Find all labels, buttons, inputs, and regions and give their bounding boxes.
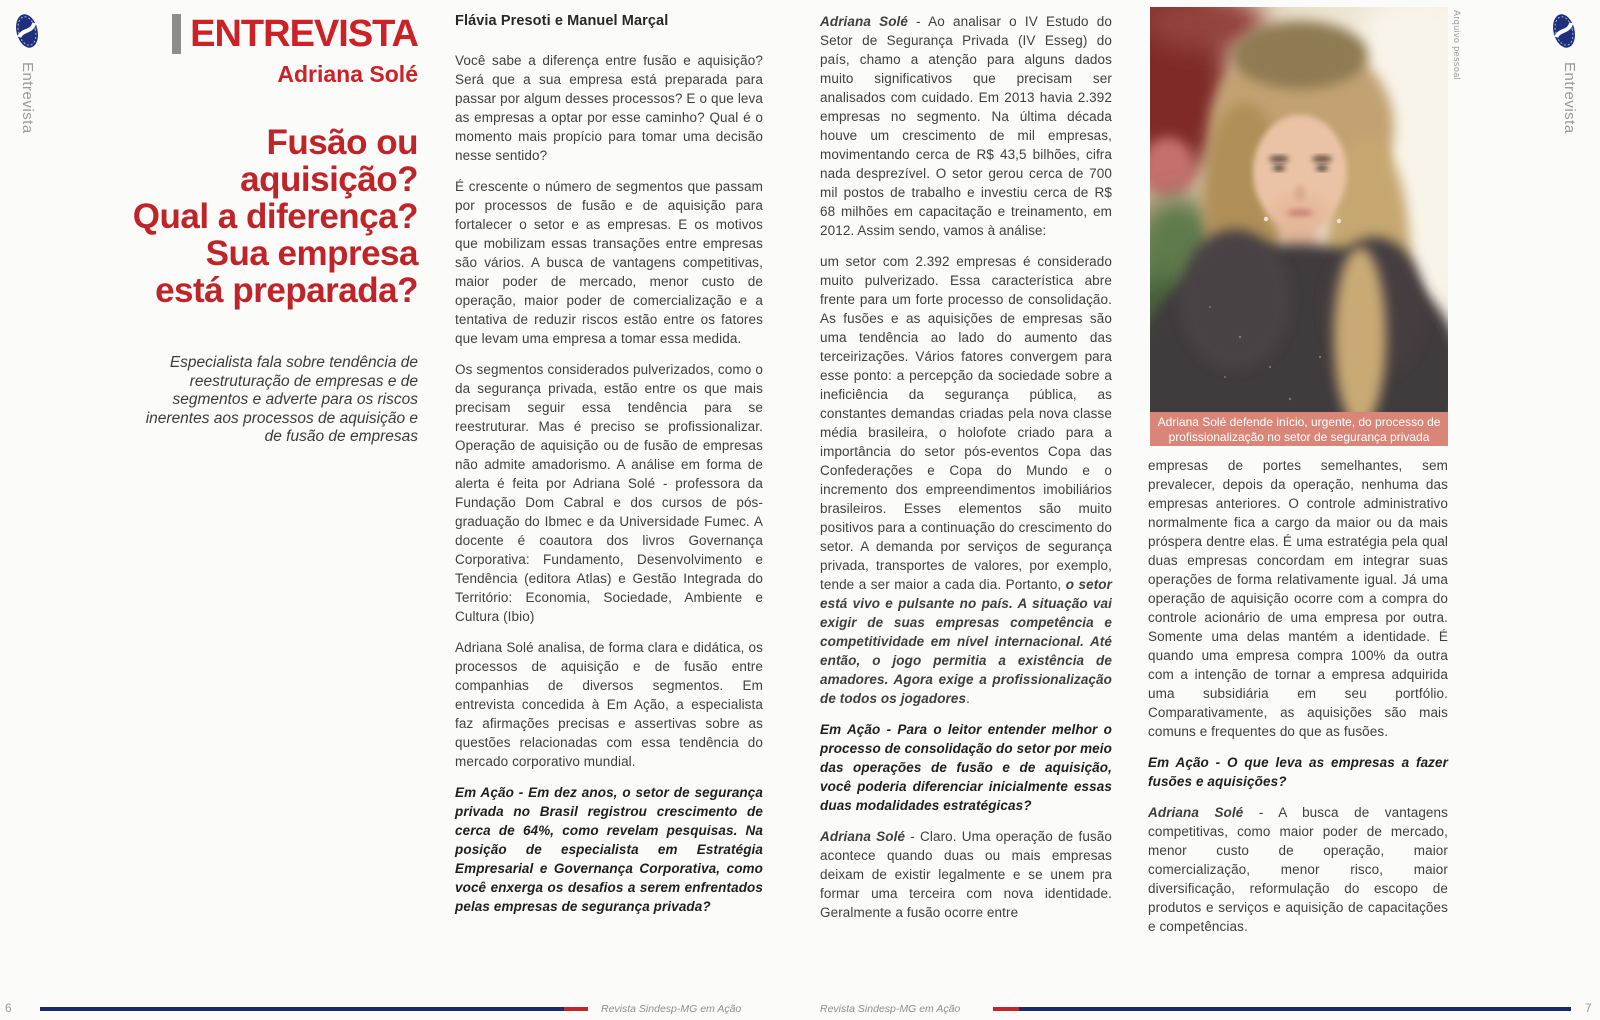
paragraph <box>820 827 1112 922</box>
paragraph <box>820 252 1112 708</box>
article-title-line: está preparada? <box>155 271 418 310</box>
text-segment: Em Ação - O que leva as empresas a fazer fusões e aquisições? <box>1148 755 1448 789</box>
article-title-line: Qual a diferença? <box>132 197 418 236</box>
sidebar-section-label: Entrevista <box>19 62 36 134</box>
photo-credit: Arquivo pessoal <box>1452 10 1462 81</box>
article-title-line: Fusão ou <box>266 123 418 162</box>
footer-rule-right <box>993 1007 1571 1011</box>
page-number-left: 6 <box>5 1001 12 1015</box>
portrait-photo-art <box>1150 7 1448 412</box>
section-header-bar <box>172 14 181 54</box>
text-segment: É crescente o número de segmentos que passam por processos de fusão e de aquisição para fortalecer o setor e as empresas. E os motivos que mobilizam essas transações entre empresas são vários. A busca de vantagens competitivas, maior poder de mercado, menor custo de operação, maior poder de comercialização e a tentativa de reduzir riscos estão entre os fatores que levam uma empresa a tomar essa medida. <box>455 179 763 346</box>
text-segment: Adriana Solé <box>1148 805 1244 820</box>
text-segment: Em Ação - Para o leitor entender melhor o processo de consolidação do setor por meio das operações de fusão e de aquisição, você poderia diferenciar inicialmente essas duas modalidades estratégicas? <box>820 722 1112 813</box>
text-segment: Você sabe a diferença entre fusão e aquisição? Será que a sua empresa está preparada para passar por algum desses processos? E o que leva as empresas a optar por esse caminho? Qual é o momento mais propício para tomar uma decisão nesse sentido? <box>455 53 763 163</box>
article-column-3 <box>1148 456 1448 948</box>
text-segment: um setor com 2.392 empresas é considerado muito pulverizado. Essa característica abre frente para um forte processo de consolidação. As fusões e as aquisições de empresas são uma tendência ao lado do aumento das terceirizações. Vários fatores convergem para esse ponto: a percepção da sociedade sobre a ineficiência da segurança pública, as constantes demandas criadas pela nova classe média brasileira, o holofote criado para a importância do setor pós-eventos Copa das Confederações e Copa do Mundo e o incremento dos empreendimentos imobiliários brasileiros. Esses elementos são muito positivos para a continuação do crescimento do setor. A demanda por serviços de segurança privada, transportes de valores, por exemplo, tende a ser maior a cada dia. Portanto, <box>820 254 1112 592</box>
text-segment: - A busca de vantagens competitivas, como maior poder de mercado, menor custo de operação, maior comercialização, menor risco, maior diversificação, reformulação do escopo de produtos e serviços e aquisição de capacitações e competências. <box>1148 805 1448 934</box>
paragraph <box>455 177 763 348</box>
photo-caption-line: Adriana Solé defende início, urgente, do processo de <box>1157 415 1441 429</box>
paragraph <box>455 51 763 165</box>
article-title-line: aquisição? <box>240 160 418 199</box>
standfirst-line: reestruturação de empresas e de <box>189 372 418 390</box>
footer-rule-left <box>40 1007 588 1011</box>
question-paragraph <box>1148 753 1448 791</box>
text-segment: o setor está vivo e pulsante no país. A situação vai exigir de suas empresas competência e competitividade em nível internacional. Até então, o jogo permitia a existência de amadores. Agora exige a profissionalização de todos os jogadores <box>820 577 1112 706</box>
byline <box>455 12 763 31</box>
photo-caption <box>1150 412 1448 446</box>
text-segment: empresas de portes semelhantes, sem prevalecer, depois da operação, nenhuma das empresas anteriores. O controle administrativo normalmente fica a cargo da maior ou da mais próspera dentre elas. É uma estratégia pela qual duas empresas concordam em integrar suas operações de forma relativamente igual. Já uma operação de aquisição ocorre com a compra do controle acionário de uma empresa por outra. Somente uma delas mantém a identidade. É quando uma empresa compra 100% da outra com a intenção de tornar a empresa adquirida uma subsidiária em seu portfólio. Comparativamente, as aquisições são mais comuns e frequentes do que as fusões. <box>1148 458 1448 739</box>
photo-caption-line: profissionalização no setor de segurança privada <box>1168 429 1430 444</box>
article-standfirst <box>58 354 418 447</box>
question-paragraph <box>820 720 1112 815</box>
magazine-logo <box>1552 12 1576 55</box>
paragraph <box>820 12 1112 240</box>
article-title <box>0 124 418 309</box>
text-segment: Flávia Presoti e Manuel Marçal <box>455 13 669 29</box>
text-segment: . <box>966 691 970 706</box>
article-column-1 <box>455 12 763 928</box>
standfirst-line: Especialista fala sobre tendência de <box>169 354 418 371</box>
paragraph <box>455 638 763 771</box>
article-column-2 <box>820 12 1112 934</box>
magazine-name-right: Revista Sindesp-MG em Ação <box>820 1003 961 1015</box>
portrait-photo <box>1150 7 1448 412</box>
standfirst-line: de fusão de empresas <box>264 428 418 445</box>
text-segment: Adriana Solé analisa, de forma clara e didática, os processos de aquisição e de fusão entre companhias de diversos segmentos. Em entrevista concedida à Em Ação, a especialista faz afirmações precisas e assertivas sobre as questões relacionadas com essa tendência do mercado corporativo mundial. <box>455 640 763 769</box>
paragraph <box>455 360 763 626</box>
sidebar-section-label: Entrevista <box>1561 62 1578 134</box>
text-segment: - Claro. Uma operação de fusão acontece quando duas ou mais empresas deixam de existir legalmente e se unem pra formar uma terceira com nova identidade. Geralmente a fusão ocorre entre <box>820 829 1112 920</box>
text-segment: Adriana Solé <box>820 829 906 844</box>
paragraph <box>1148 803 1448 936</box>
page-number-right: 7 <box>1585 1001 1592 1015</box>
text-segment: Os segmentos considerados pulverizados, como o da segurança privada, estão entre os que mais precisam seguir essa tendência para se reestruturar. Mas é preciso se profissionalizar. Operação de aquisição ou de fusão de empresas não admite amadorismo. A análise em forma de alerta é feita por Adriana Solé - professora da Fundação Dom Cabral e dos cursos de pós-graduação do Ibmec e da Universidade Fumec. A docente é coautora dos livros Governança Corporativa: Fundamento, Desenvolvimento e Tendência (editora Atlas) e Gestão Integrada do Território: Economia, Sociedade, Ambiente e Cultura (Ibio) <box>455 362 763 624</box>
article-title-line: Sua empresa <box>205 234 418 273</box>
magazine-logo <box>15 12 39 55</box>
text-segment: Adriana Solé <box>820 14 909 29</box>
text-segment: Em Ação - Em dez anos, o setor de segurança privada no Brasil registrou crescimento de cerca de 64%, como revelam pesquisas. Na posição de especialista em Estratégia Empresarial e Governança Corporativa, como você enxerga os desafios a serem enfrentados pelas empresas de segurança privada? <box>455 785 763 914</box>
section-title: ENTREVISTA <box>190 13 418 55</box>
section-header <box>172 14 418 54</box>
standfirst-line: segmentos e adverte para os riscos <box>172 391 418 408</box>
question-paragraph <box>455 783 763 916</box>
standfirst-line: inerentes aos processos de aquisição e <box>145 409 418 427</box>
paragraph <box>1148 456 1448 741</box>
magazine-name-left: Revista Sindesp-MG em Ação <box>601 1003 742 1015</box>
interviewee-name: Adriana Solé <box>277 61 418 87</box>
text-segment: - Ao analisar o IV Estudo do Setor de Segurança Privada (IV Esseg) do país, chamo a atenção para alguns dados muito significativos que precisam ser analisados com cuidado. Em 2013 havia 2.392 empresas no segmento. Na última década houve um crescimento de mil empresas, movimentando cerca de R$ 43,5 bilhões, cifra nada desprezível. O setor gerou cerca de 700 mil postos de trabalho e investiu cerca de R$ 68 milhões em capacitação e treinamento, em 2012. Assim sendo, vamos à análise: <box>820 14 1112 238</box>
